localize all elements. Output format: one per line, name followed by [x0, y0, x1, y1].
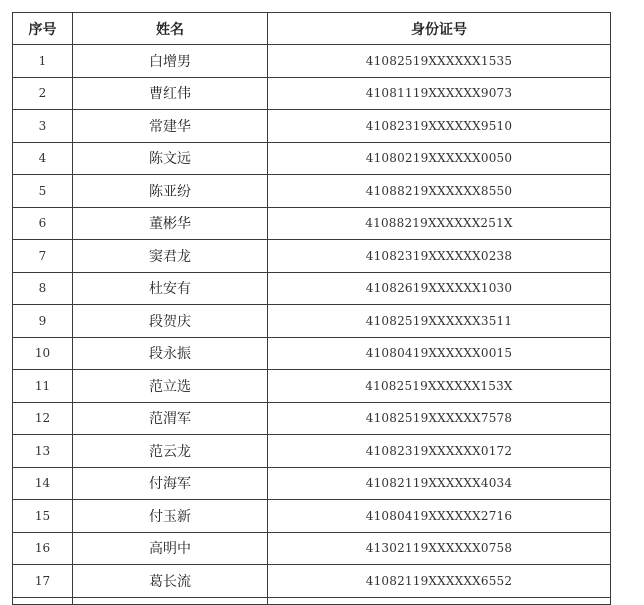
name-list-table-container — [12, 12, 611, 605]
cell-serial-number: 17 — [13, 565, 73, 598]
table-body — [13, 45, 611, 605]
cell-id-number: 41302119XXXXXX0758 — [268, 532, 611, 565]
cell-name: 付玉新 — [73, 500, 268, 533]
cell-serial-number: 3 — [13, 110, 73, 143]
table-row — [13, 467, 611, 500]
name-list-table — [12, 12, 611, 605]
cell-serial-number: 12 — [13, 402, 73, 435]
cell-name: 段永振 — [73, 337, 268, 370]
cell-serial-number: 4 — [13, 142, 73, 175]
cell-name: 董彬华 — [73, 207, 268, 240]
cell-name: 陈亚纷 — [73, 175, 268, 208]
cell-id-number: 41088219XXXXXX251X — [268, 207, 611, 240]
table-row — [13, 77, 611, 110]
cell-name: 杜安有 — [73, 272, 268, 305]
header-id-number: 身份证号 — [268, 13, 611, 45]
cell-name: 范立选 — [73, 370, 268, 403]
cell-serial-number: 5 — [13, 175, 73, 208]
cell-id-number: 41082519XXXXXX3511 — [268, 305, 611, 338]
table-row — [13, 435, 611, 468]
cell-serial-number: 15 — [13, 500, 73, 533]
cell-serial-number: 13 — [13, 435, 73, 468]
cell-id-number: 41082619XXXXXX1030 — [268, 272, 611, 305]
cell-id-number: 41082319XXXXXX0238 — [268, 240, 611, 273]
cell-name: 高明中 — [73, 532, 268, 565]
cell-serial-number: 7 — [13, 240, 73, 273]
cell-name: 范渭军 — [73, 402, 268, 435]
cell-id-number: 41082519XXXXXX7578 — [268, 402, 611, 435]
cell-id-number: 41082119XXXXXX6552 — [268, 565, 611, 598]
cell-name: 窦君龙 — [73, 240, 268, 273]
cell-id-number: 41082519XXXXXX1535 — [268, 45, 611, 78]
table-row — [13, 370, 611, 403]
cell-serial-number: 11 — [13, 370, 73, 403]
table-row — [13, 240, 611, 273]
cell-serial-number: 14 — [13, 467, 73, 500]
header-serial-number: 序号 — [13, 13, 73, 45]
table-row — [13, 207, 611, 240]
table-row — [13, 142, 611, 175]
cell-name: 曹红伟 — [73, 77, 268, 110]
cell-name: 常建华 — [73, 110, 268, 143]
cell-id-number: 41082319XXXXXX9510 — [268, 110, 611, 143]
cell-serial-number: 8 — [13, 272, 73, 305]
cell-name: 付海军 — [73, 467, 268, 500]
cell-id-number: 41081119XXXXXX9073 — [268, 77, 611, 110]
cell-id-number: 41080219XXXXXX0050 — [268, 142, 611, 175]
cell-name: 白增男 — [73, 45, 268, 78]
cell-serial-number: 9 — [13, 305, 73, 338]
cell-id-number: 41080419XXXXXX2716 — [268, 500, 611, 533]
cell-serial-number: 6 — [13, 207, 73, 240]
table-row — [13, 402, 611, 435]
table-row — [13, 305, 611, 338]
table-header-row — [13, 13, 611, 45]
cell-id-number: 41082119XXXXXX4034 — [268, 467, 611, 500]
cell-serial-number: 1 — [13, 45, 73, 78]
table-row — [13, 110, 611, 143]
cell-id-number: 41080419XXXXXX0015 — [268, 337, 611, 370]
cell-id-number: 41082519XXXXXX153X — [268, 370, 611, 403]
cell-name: 段贺庆 — [73, 305, 268, 338]
table-row — [13, 500, 611, 533]
table-row — [13, 337, 611, 370]
cell-name: 范云龙 — [73, 435, 268, 468]
cell-id-number: 41088219XXXXXX8550 — [268, 175, 611, 208]
cell-name: 陈文远 — [73, 142, 268, 175]
cell-id-number: 41082319XXXXXX0172 — [268, 435, 611, 468]
cell-serial-number: 2 — [13, 77, 73, 110]
table-row — [13, 532, 611, 565]
table-row — [13, 175, 611, 208]
table-row — [13, 272, 611, 305]
cell-serial-number: 16 — [13, 532, 73, 565]
table-row — [13, 45, 611, 78]
table-row — [13, 565, 611, 598]
cell-name: 葛长流 — [73, 565, 268, 598]
cell-serial-number: 10 — [13, 337, 73, 370]
header-name: 姓名 — [73, 13, 268, 45]
